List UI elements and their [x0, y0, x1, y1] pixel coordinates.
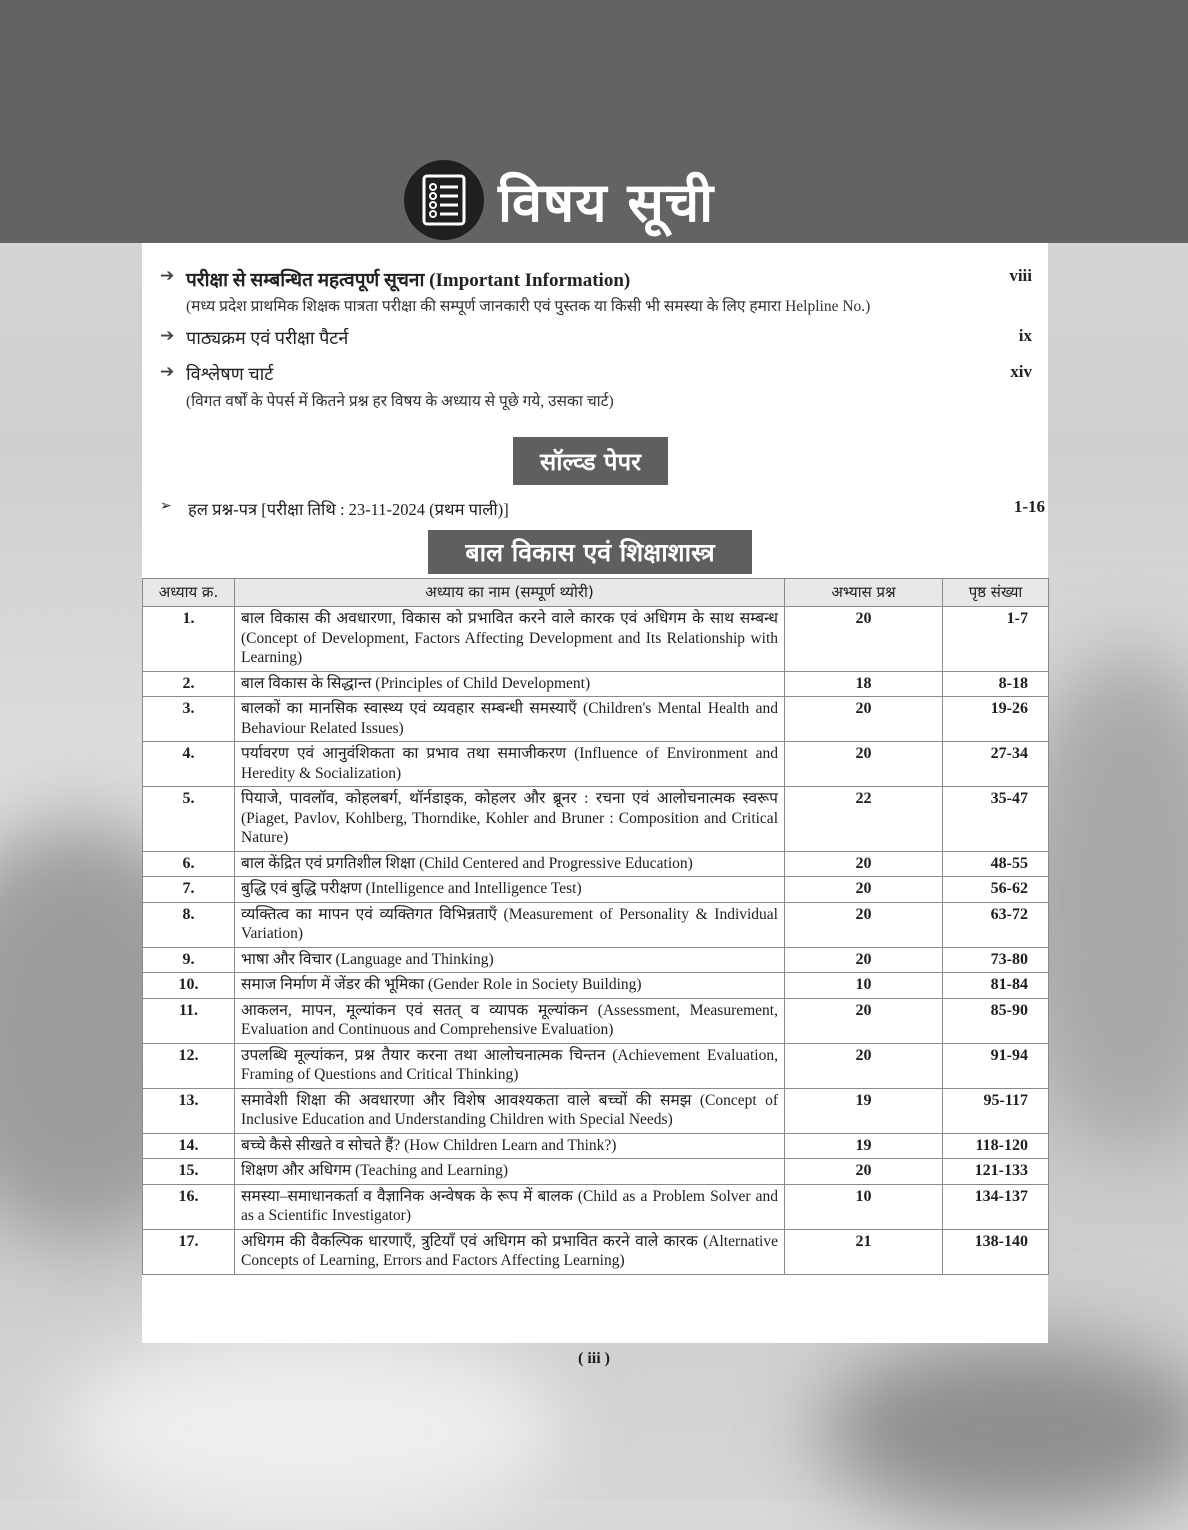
chapter-name: शिक्षण और अधिगम (Teaching and Learning)	[235, 1159, 785, 1185]
chapter-name: बच्चे कैसे सीखते व सोचते हैं? (How Children Learn and Think?)	[235, 1133, 785, 1159]
contents-table	[142, 578, 1049, 1275]
chapter-name: बाल विकास के सिद्धान्त (Principles of Child Development)	[235, 671, 785, 697]
solved-paper-item	[160, 497, 1045, 521]
info-item-page: ix	[1018, 326, 1032, 345]
chapter-name: बालकों का मानसिक स्वास्थ्य एवं व्यवहार सम्बन्धी समस्याएँ (Children's Mental Health and Behaviour Related Issues)	[235, 697, 785, 742]
chapter-name: अधिगम की वैकल्पिक धारणाएँ, त्रुटियाँ एवं अधिगम को प्रभावित करने वाले कारक (Alternative Concepts of Learning, Errors and Factors Affecting Learning)	[235, 1229, 785, 1274]
chapter-page-range: 35-47	[943, 787, 1049, 852]
chapter-name: आकलन, मापन, मूल्यांकन एवं सतत् व व्यापक मूल्यांकन (Assessment, Measurement, Evaluation and Continuous and Comprehensive Evaluation)	[235, 998, 785, 1043]
chapter-name: बाल विकास की अवधारणा, विकास को प्रभावित करने वाले कारक एवं अधिगम के साथ सम्बन्ध (Concept of Development, Factors Affecting Development and Its Relationship with Learning)	[235, 607, 785, 672]
practice-question-count: 20	[785, 877, 943, 903]
arrowhead-icon: ➢	[160, 498, 172, 514]
page-title-group	[404, 160, 714, 240]
column-header-page-number: पृष्ठ संख्या	[943, 579, 1049, 607]
chapter-number: 15.	[143, 1159, 235, 1185]
chapter-number: 16.	[143, 1184, 235, 1229]
chapter-number: 9.	[143, 947, 235, 973]
chapter-name: बाल केंद्रित एवं प्रगतिशील शिक्षा (Child Centered and Progressive Education)	[235, 851, 785, 877]
chapter-number: 6.	[143, 851, 235, 877]
chapter-page-range: 8-18	[943, 671, 1049, 697]
practice-question-count: 10	[785, 973, 943, 999]
chapter-name: बुद्धि एवं बुद्धि परीक्षण (Intelligence and Intelligence Test)	[235, 877, 785, 903]
chapter-page-range: 118-120	[943, 1133, 1049, 1159]
column-header-practice-questions: अभ्यास प्रश्न	[785, 579, 943, 607]
chapter-page-range: 19-26	[943, 697, 1049, 742]
chapter-name: समावेशी शिक्षा की अवधारणा और विशेष आवश्यकता वाले बच्चों की समझ (Concept of Inclusive Education and Understanding Children with Special Needs)	[235, 1088, 785, 1133]
chapter-number: 12.	[143, 1043, 235, 1088]
table-row	[143, 742, 1049, 787]
table-row	[143, 1229, 1049, 1274]
info-item-title: परीक्षा से सम्बन्धित महत्वपूर्ण सूचना (Important Information)	[186, 270, 631, 291]
chapter-page-range: 27-34	[943, 742, 1049, 787]
info-item-syllabus	[160, 326, 1040, 352]
table-row	[143, 851, 1049, 877]
chapter-name: व्यक्तित्व का मापन एवं व्यक्तिगत विभिन्नताएँ (Measurement of Personality & Individual Variation)	[235, 902, 785, 947]
practice-question-count: 21	[785, 1229, 943, 1274]
info-item-important	[160, 266, 1040, 322]
table-row	[143, 1184, 1049, 1229]
info-item-title: पाठ्यक्रम एवं परीक्षा पैटर्न	[186, 328, 349, 348]
practice-question-count: 20	[785, 607, 943, 672]
chapter-number: 4.	[143, 742, 235, 787]
chapter-number: 7.	[143, 877, 235, 903]
practice-question-count: 20	[785, 947, 943, 973]
chapter-name: उपलब्धि मूल्यांकन, प्रश्न तैयार करना तथा आलोचनात्मक चिन्तन (Achievement Evaluation, Framing of Questions and Critical Thinking)	[235, 1043, 785, 1088]
chapter-name: समस्या–समाधानकर्ता व वैज्ञानिक अन्वेषक के रूप में बालक (Child as a Problem Solver and as a Scientific Investigator)	[235, 1184, 785, 1229]
table-row	[143, 1043, 1049, 1088]
chapter-page-range: 63-72	[943, 902, 1049, 947]
chapter-number: 17.	[143, 1229, 235, 1274]
chapter-page-range: 134-137	[943, 1184, 1049, 1229]
practice-question-count: 20	[785, 902, 943, 947]
practice-question-count: 18	[785, 671, 943, 697]
table-row	[143, 787, 1049, 852]
chapter-number: 8.	[143, 902, 235, 947]
practice-question-count: 10	[785, 1184, 943, 1229]
chapter-number: 5.	[143, 787, 235, 852]
practice-question-count: 20	[785, 1043, 943, 1088]
table-row	[143, 998, 1049, 1043]
solved-paper-text: हल प्रश्न-पत्र [परीक्षा तिथि : 23-11-2024 (प्रथम पाली)]	[188, 500, 509, 519]
practice-question-count: 20	[785, 697, 943, 742]
table-row	[143, 973, 1049, 999]
info-item-subtitle: (मध्य प्रदेश प्राथमिक शिक्षक पात्रता परीक्षा की सम्पूर्ण जानकारी एवं पुस्तक या किसी भी समस्या के लिए हमारा Helpline No.)	[186, 298, 871, 315]
arrow-icon: ➔	[160, 326, 175, 346]
chapter-name: पियाजे, पावलॉव, कोहलबर्ग, थॉर्नडाइक, कोहलर और ब्रूनर : रचना एवं आलोचनात्मक स्वरूप (Piaget, Pavlov, Kohlberg, Thorndike, Kohler and Bruner : Composition and Critical Nature)	[235, 787, 785, 852]
practice-question-count: 19	[785, 1088, 943, 1133]
table-row	[143, 902, 1049, 947]
chapter-page-range: 48-55	[943, 851, 1049, 877]
list-icon	[404, 160, 484, 240]
practice-question-count: 22	[785, 787, 943, 852]
column-header-chapter-name: अध्याय का नाम (सम्पूर्ण थ्योरी)	[235, 579, 785, 607]
chapter-page-range: 91-94	[943, 1043, 1049, 1088]
table-row	[143, 1088, 1049, 1133]
arrow-icon: ➔	[160, 362, 175, 382]
practice-question-count: 20	[785, 1159, 943, 1185]
chapter-page-range: 1-7	[943, 607, 1049, 672]
chapter-name: भाषा और विचार (Language and Thinking)	[235, 947, 785, 973]
practice-question-count: 19	[785, 1133, 943, 1159]
practice-question-count: 20	[785, 742, 943, 787]
chapter-number: 3.	[143, 697, 235, 742]
chapter-number: 13.	[143, 1088, 235, 1133]
practice-question-count: 20	[785, 998, 943, 1043]
chapter-page-range: 138-140	[943, 1229, 1049, 1274]
table-row	[143, 697, 1049, 742]
table-row	[143, 1159, 1049, 1185]
chapter-number: 14.	[143, 1133, 235, 1159]
chapter-page-range: 73-80	[943, 947, 1049, 973]
chapter-name: समाज निर्माण में जेंडर की भूमिका (Gender Role in Society Building)	[235, 973, 785, 999]
info-item-title: विश्लेषण चार्ट	[186, 364, 274, 384]
section-heading: बाल विकास एवं शिक्षाशास्त्र	[428, 530, 752, 574]
info-item-page: viii	[1009, 266, 1032, 285]
table-row	[143, 607, 1049, 672]
page-number: ( iii )	[578, 1350, 610, 1367]
chapter-page-range: 81-84	[943, 973, 1049, 999]
table-row	[143, 1133, 1049, 1159]
info-item-subtitle: (विगत वर्षों के पेपर्स में कितने प्रश्न हर विषय के अध्याय से पूछे गये, उसका चार्ट)	[186, 393, 614, 410]
table-row	[143, 877, 1049, 903]
chapter-name: पर्यावरण एवं आनुवंशिकता का प्रभाव तथा समाजीकरण (Influence of Environment and Heredity & Socialization)	[235, 742, 785, 787]
table-row	[143, 947, 1049, 973]
page-title: विषय सूची	[498, 171, 715, 234]
chapter-page-range: 56-62	[943, 877, 1049, 903]
arrow-icon: ➔	[160, 266, 175, 286]
table-row	[143, 671, 1049, 697]
info-item-page: xiv	[1010, 362, 1032, 381]
chapter-page-range: 85-90	[943, 998, 1049, 1043]
chapter-number: 1.	[143, 607, 235, 672]
table-header-row	[143, 579, 1049, 607]
chapter-page-range: 95-117	[943, 1088, 1049, 1133]
chapter-number: 11.	[143, 998, 235, 1043]
column-header-chapter-no: अध्याय क्र.	[143, 579, 235, 607]
solved-paper-heading: सॉल्व्ड पेपर	[513, 437, 668, 485]
chapter-number: 10.	[143, 973, 235, 999]
chapter-number: 2.	[143, 671, 235, 697]
solved-paper-page: 1-16	[1013, 497, 1045, 516]
chapter-page-range: 121-133	[943, 1159, 1049, 1185]
practice-question-count: 20	[785, 851, 943, 877]
info-item-analysis-chart	[160, 362, 1040, 412]
